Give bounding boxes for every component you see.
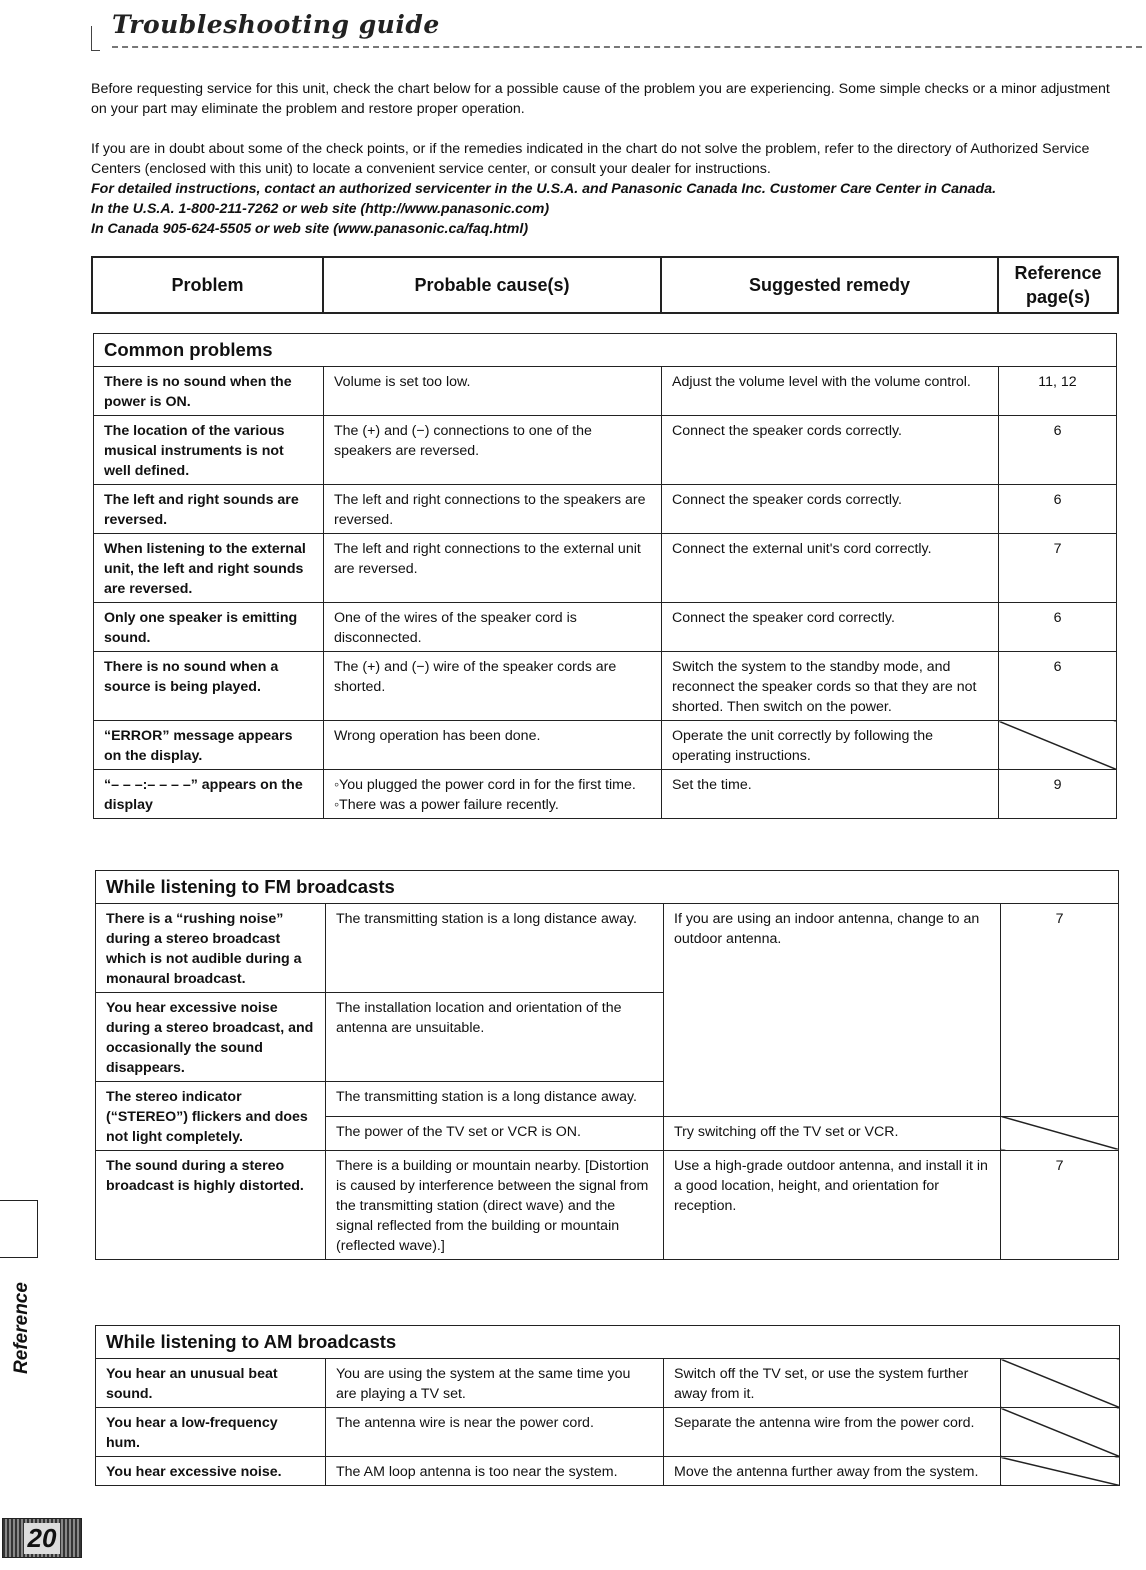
cause-cell: The transmitting station is a long distance away. [326, 1082, 664, 1117]
cause-cell: Wrong operation has been done. [324, 721, 662, 770]
remedy-cell: Adjust the volume level with the volume control. [662, 367, 999, 416]
header-reference: Reference page(s) [998, 257, 1118, 313]
problem-cell: The stereo indicator (“STEREO”) flickers and does not light completely. [96, 1082, 326, 1151]
problem-cell: The sound during a stereo broadcast is highly distorted. [96, 1151, 326, 1260]
table-row [96, 904, 1119, 993]
cause-cell: The (+) and (−) connections to one of the speakers are reversed. [324, 416, 662, 485]
reference-cell-na [1001, 1408, 1120, 1457]
section-title: While listening to FM broadcasts [96, 871, 1119, 904]
intro-text-1: Before requesting service for this unit, check the chart below for a possible cause of the problem you are experiencing. Some simple checks or a minor adjustment on your part may eliminate the problem and restore proper operation. [91, 81, 1110, 117]
section-title: While listening to AM broadcasts [96, 1326, 1120, 1359]
reference-cell-na [1001, 1457, 1120, 1486]
remedy-cell: Separate the antenna wire from the power cord. [664, 1408, 1001, 1457]
cause-item: You plugged the power cord in for the first time. [339, 777, 636, 793]
reference-cell: 7 [1001, 1151, 1119, 1260]
problem-cell: There is no sound when the power is ON. [94, 367, 324, 416]
service-paragraph [91, 139, 1121, 239]
remedy-cell: Try switching off the TV set or VCR. [664, 1116, 1001, 1151]
header-cause: Probable cause(s) [323, 257, 661, 313]
table-row [94, 485, 1117, 534]
remedy-cell: Connect the external unit's cord correctly. [662, 534, 999, 603]
cause-cell: The left and right connections to the speakers are reversed. [324, 485, 662, 534]
header-problem: Problem [92, 257, 323, 313]
title-divider [112, 46, 1142, 48]
reference-cell-na [1001, 1116, 1119, 1151]
cause-cell: The power of the TV set or VCR is ON. [326, 1116, 664, 1151]
remedy-cell: Connect the speaker cords correctly. [662, 485, 999, 534]
reference-cell-na [1001, 1359, 1120, 1408]
problem-cell: There is no sound when a source is being played. [94, 652, 324, 721]
remedy-cell: Set the time. [662, 770, 999, 819]
table-row [94, 534, 1117, 603]
am-broadcasts-table [95, 1325, 1120, 1486]
cause-cell: There is a building or mountain nearby. [Distortion is caused by interference between the signal from the transmitting station (direct wave) and the signal reflected from the building or mountain (reflected wave).] [326, 1151, 664, 1260]
problem-cell: You hear a low-frequency hum. [96, 1408, 326, 1457]
cause-list [334, 775, 651, 815]
list-item: ◦You plugged the power cord in for the first time. [334, 777, 636, 793]
reference-cell: 11, 12 [999, 367, 1117, 416]
reference-cell-na [999, 721, 1117, 770]
fm-broadcasts-table [95, 870, 1119, 1260]
table-row [94, 721, 1117, 770]
problem-cell: Only one speaker is emitting sound. [94, 603, 324, 652]
page-number-badge [2, 1518, 82, 1558]
cause-cell: The antenna wire is near the power cord. [326, 1408, 664, 1457]
problem-cell: When listening to the external unit, the left and right sounds are reversed. [94, 534, 324, 603]
reference-cell: 6 [999, 485, 1117, 534]
intro-text-2: If you are in doubt about some of the check points, or if the remedies indicated in the chart do not solve the problem, refer to the directory of Authorized Service Centers (enclosed with this unit) to locate a convenient service center, or consult your dealer for instructions. [91, 141, 1090, 177]
reference-cell: 7 [999, 534, 1117, 603]
intro-paragraph [91, 79, 1121, 119]
cause-cell: The transmitting station is a long distance away. [326, 904, 664, 993]
remedy-cell: Switch off the TV set, or use the system further away from it. [664, 1359, 1001, 1408]
remedy-cell: Use a high-grade outdoor antenna, and install it in a good location, height, and orientation for reception. [664, 1151, 1001, 1260]
table-row [94, 603, 1117, 652]
page-title: Troubleshooting guide [112, 10, 440, 39]
section-side-label: Reference [11, 1282, 32, 1374]
table-row [94, 770, 1117, 819]
problem-cell: “ERROR” message appears on the display. [94, 721, 324, 770]
problem-cell: The location of the various musical instruments is not well defined. [94, 416, 324, 485]
section-title: Common problems [94, 334, 1117, 367]
cause-cell: The (+) and (−) wire of the speaker cords are shorted. [324, 652, 662, 721]
table-row [96, 1359, 1120, 1408]
side-tab-box [0, 1200, 38, 1258]
cause-item: There was a power failure recently. [339, 797, 559, 813]
reference-cell: 6 [999, 652, 1117, 721]
table-row [94, 652, 1117, 721]
cause-cell: Volume is set too low. [324, 367, 662, 416]
remedy-cell: If you are using an indoor antenna, change to an outdoor antenna. [664, 904, 1001, 1117]
cause-cell: One of the wires of the speaker cord is disconnected. [324, 603, 662, 652]
title-corner-mark [91, 26, 100, 51]
contact-line-2: In the U.S.A. 1-800-211-7262 or web site (http://www.panasonic.com) [91, 201, 550, 217]
problem-cell: “– – –:– – – –” appears on the display [94, 770, 324, 819]
table-row [96, 1408, 1120, 1457]
remedy-cell: Switch the system to the standby mode, and reconnect the speaker cords so that they are not shorted. Then switch on the power. [662, 652, 999, 721]
problem-cell: There is a “rushing noise” during a stereo broadcast which is not audible during a monaural broadcast. [96, 904, 326, 993]
page-number: 20 [24, 1523, 61, 1554]
table-row [96, 1151, 1119, 1260]
reference-cell: 9 [999, 770, 1117, 819]
table-row [94, 416, 1117, 485]
header-remedy: Suggested remedy [661, 257, 998, 313]
column-header-table [91, 256, 1119, 314]
contact-line-3: In Canada 905-624-5505 or web site (www.panasonic.ca/faq.html) [91, 221, 529, 237]
problem-cell: You hear an unusual beat sound. [96, 1359, 326, 1408]
cause-cell: The left and right connections to the external unit are reversed. [324, 534, 662, 603]
problem-cell: You hear excessive noise during a stereo broadcast, and occasionally the sound disappears. [96, 993, 326, 1082]
cause-cell [324, 770, 662, 819]
problem-cell: The left and right sounds are reversed. [94, 485, 324, 534]
table-row [94, 367, 1117, 416]
table-row [96, 1457, 1120, 1486]
remedy-cell: Move the antenna further away from the system. [664, 1457, 1001, 1486]
cause-cell: The AM loop antenna is too near the system. [326, 1457, 664, 1486]
cause-cell: The installation location and orientation of the antenna are unsuitable. [326, 993, 664, 1082]
remedy-cell: Connect the speaker cords correctly. [662, 416, 999, 485]
list-item: ◦There was a power failure recently. [334, 797, 559, 813]
contact-line-1: For detailed instructions, contact an authorized servicenter in the U.S.A. and Panasonic Canada Inc. Customer Care Center in Canada. [91, 181, 997, 197]
reference-cell: 6 [999, 416, 1117, 485]
remedy-cell: Operate the unit correctly by following the operating instructions. [662, 721, 999, 770]
cause-cell: You are using the system at the same time you are playing a TV set. [326, 1359, 664, 1408]
reference-cell: 7 [1001, 904, 1119, 1117]
remedy-cell: Connect the speaker cord correctly. [662, 603, 999, 652]
reference-cell: 6 [999, 603, 1117, 652]
problem-cell: You hear excessive noise. [96, 1457, 326, 1486]
column-header-row [92, 257, 1118, 313]
common-problems-table [93, 333, 1117, 819]
